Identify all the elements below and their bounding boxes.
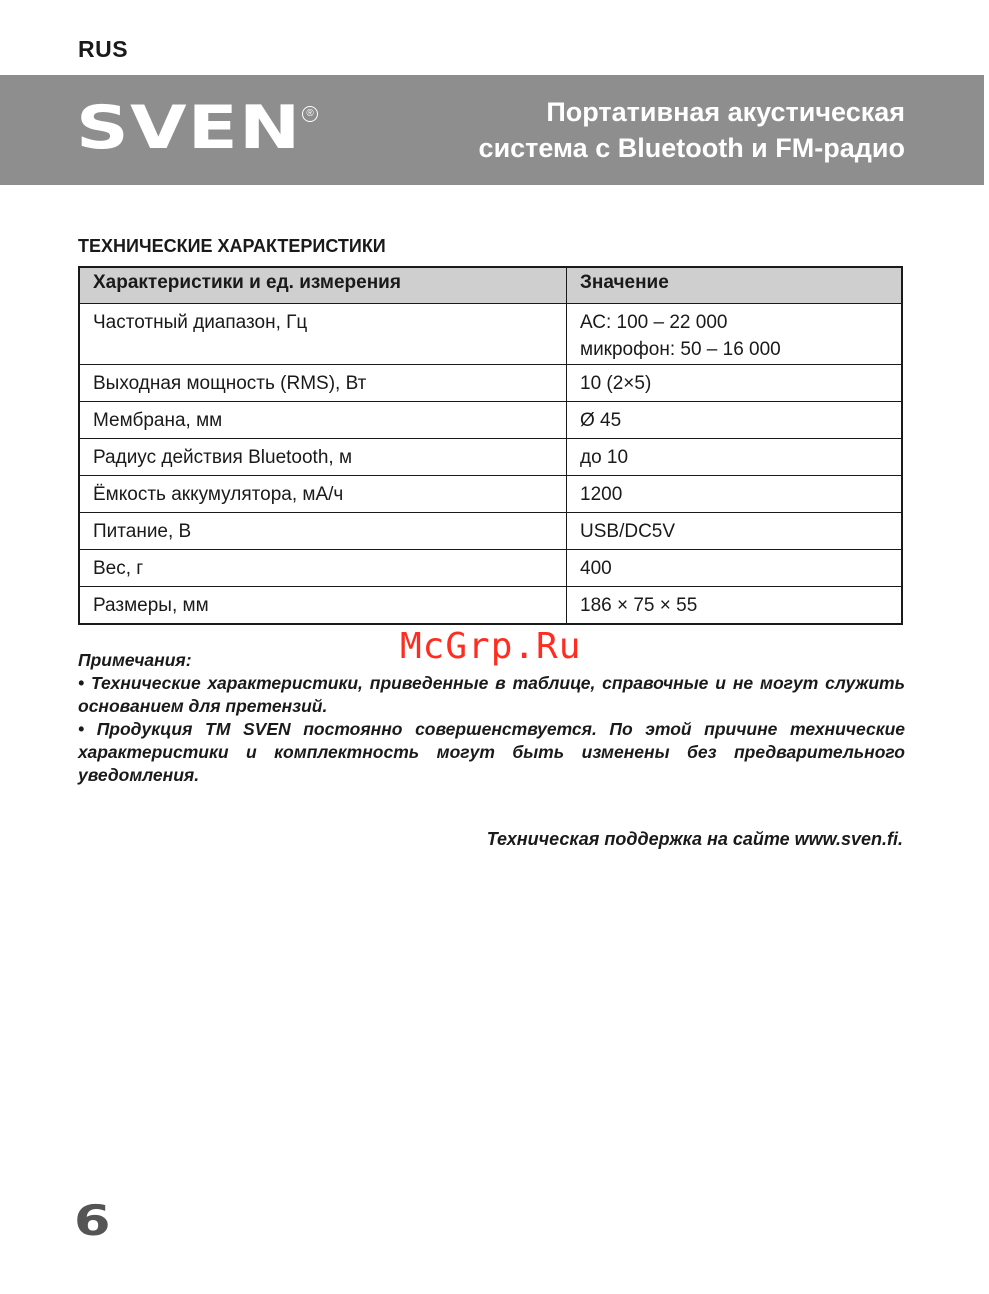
table-header-row: [79, 267, 902, 304]
row-label: Вес, г: [79, 550, 567, 587]
row-value: 1200: [567, 476, 903, 513]
row-value: до 10: [567, 439, 903, 476]
watermark: McGrp.Ru: [400, 626, 582, 667]
row-value: 10 (2×5): [567, 365, 903, 402]
notes-heading: Примечания:: [78, 650, 192, 670]
table-row: [79, 304, 902, 365]
sven-logo: SVEN: [76, 93, 302, 163]
language-label: RUS: [78, 36, 129, 62]
table-row: [79, 550, 902, 587]
column-header-characteristic: Характеристики и ед. измерения: [79, 267, 567, 304]
row-value: USB/DC5V: [567, 513, 903, 550]
row-label: Мембрана, мм: [79, 402, 567, 439]
table-row: [79, 476, 902, 513]
banner-edge: [984, 75, 989, 185]
notes-block: [78, 649, 905, 787]
row-value-line2: микрофон: 50 – 16 000: [580, 339, 781, 360]
row-value: 186 × 75 × 55: [567, 587, 903, 625]
row-value: 400: [567, 550, 903, 587]
table-row: [79, 402, 902, 439]
product-title: [479, 94, 905, 166]
product-title-line2: система с Bluetooth и FM-радио: [478, 133, 905, 163]
row-value: [567, 304, 903, 365]
specs-table: [78, 266, 903, 625]
row-label: Радиус действия Bluetooth, м: [79, 439, 567, 476]
page-number: 6: [74, 1196, 111, 1245]
row-value-line1: АС: 100 – 22 000: [580, 312, 728, 333]
row-label: Размеры, мм: [79, 587, 567, 625]
row-label: Выходная мощность (RMS), Вт: [79, 365, 567, 402]
table-row: [79, 365, 902, 402]
registered-mark-icon: ®: [302, 106, 318, 122]
support-text: Техническая поддержка на сайте www.sven.fi.: [486, 829, 903, 849]
table-row: [79, 439, 902, 476]
note-item: • Продукция ТМ SVEN постоянно совершенствуется. По этой причине технические характеристики и комплектность могут быть изменены без предварительного уведомления.: [78, 719, 905, 785]
row-label: Частотный диапазон, Гц: [79, 304, 567, 365]
table-row: [79, 513, 902, 550]
row-label: Питание, В: [79, 513, 567, 550]
product-title-line1: Портативная акустическая: [546, 97, 905, 127]
section-title: ТЕХНИЧЕСКИЕ ХАРАКТЕРИСТИКИ: [78, 236, 386, 256]
table-row: [79, 587, 902, 625]
note-item: • Технические характеристики, приведенные в таблице, справочные и не могут служить основанием для претензий.: [78, 673, 905, 716]
column-header-value: Значение: [567, 267, 903, 304]
row-label: Ёмкость аккумулятора, мА/ч: [79, 476, 567, 513]
row-value: Ø 45: [567, 402, 903, 439]
